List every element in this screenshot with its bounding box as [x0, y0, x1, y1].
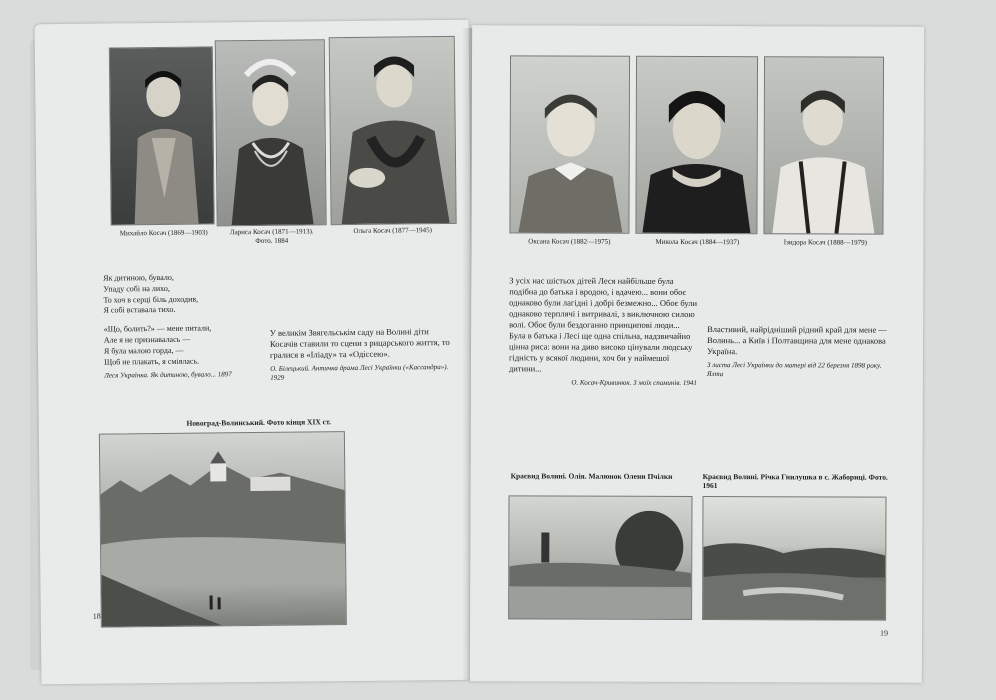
portrait-mykhailo [109, 46, 215, 225]
portrait-caption: Лариса Косач (1871—1913). Фото. 1884 [229, 227, 314, 245]
portrait-larysa [215, 39, 327, 226]
poem [103, 272, 274, 382]
portrait-izydora [763, 56, 884, 234]
portrait-oksana [509, 55, 630, 233]
landscape-caption: Краєвид Волині. Річка Гнилушка в с. Жаборицi. Фото. 1961 [702, 472, 888, 491]
portrait-mykola [635, 56, 758, 234]
portrait-caption: Михайло Косач (1869—1903) [119, 228, 208, 238]
right-page [470, 25, 924, 683]
page-number: 18 [92, 611, 101, 621]
landscape-image [703, 497, 885, 620]
portrait-image [110, 47, 214, 224]
portrait-image [330, 37, 456, 224]
quote-biletsky [270, 326, 459, 383]
poem-line: Як дитиною, бувало, [103, 272, 174, 283]
page-number: 19 [880, 628, 889, 638]
portrait-olha [329, 36, 457, 225]
quote-lesia-letter [707, 324, 895, 380]
landscape-caption: Новоград-Волинський. Фото кінця XIX ст. [186, 417, 332, 428]
portrait-caption: Ізидора Косач (1888—1979) [783, 238, 868, 247]
quote-text: Властивий, найрідніший рідний край для мене — Волинь... а Київ і Полтавщина для мене однакова Україна. [706, 324, 887, 357]
quote-text: З усіх нас шістьох дітей Леся найбільше була подібна до батька і вродою, і вдачею... вони обоє однаково були лагідні і добрі безмежно... Обоє були однаково терплячі і витривалі, з виключною силою волі. Обоє були бездоганно принципові люди... Була в батька і Лесі ще одна спільна, надзвичайно цінна риса: вони на диво високо цінували людську гідність у всякої людини, хоч би у наймешої дитини... [508, 275, 698, 374]
quote-kosach-kryvyniuk [509, 275, 697, 388]
landscape-hnylushka [702, 496, 886, 621]
poem-line: Упаду собі на лихо, [103, 283, 170, 294]
landscape-image [100, 432, 346, 627]
quote-source: О. Косач-Кривинюк. З моїх споминів. 1941 [571, 378, 697, 388]
poem-line: Щоб не плакать, я сміялась. [104, 356, 200, 367]
landscape-painting [508, 495, 692, 620]
quote-source: О. Білецький. Античка драма Лесі Українки («Кассандра»). 1929 [270, 363, 449, 383]
landscape-caption: Краєвид Волині. Олія. Малюнок Олени Пчілки [510, 471, 673, 481]
portrait-caption: Микола Косач (1884—1937) [655, 237, 740, 247]
quote-text: У великім Звягельськім саду на Волині діти Косачів ставили то сцени з рицарського життя, то гралися в «Іліаду» та «Одіссею». [269, 326, 450, 360]
poem-source: Леся Українка. Як дитиною, бувало... 1897 [104, 370, 232, 380]
portrait-image [510, 56, 629, 232]
landscape-novohrad [99, 431, 347, 628]
landscape-image [509, 496, 691, 619]
poem-line: Я була малою горда, — [103, 345, 184, 356]
poem-line: Але я не признавалась — [103, 334, 191, 345]
poem-line: Я собі вставала тихо. [103, 305, 176, 315]
portrait-image [636, 57, 757, 233]
left-page [35, 20, 476, 685]
poem-line: То хоч в серці біль доходив, [103, 294, 199, 305]
quote-source: З листа Лесі Українки до матері від 22 березня 1898 року. Ялта [706, 361, 882, 379]
portrait-caption: Оксана Косач (1882—1975) [528, 237, 611, 246]
portrait-image [216, 40, 326, 225]
portrait-caption: Ольга Косач (1877—1945) [353, 226, 432, 235]
poem-line: «Що, болить?» — мене питали, [103, 323, 212, 334]
portrait-image [764, 57, 883, 233]
